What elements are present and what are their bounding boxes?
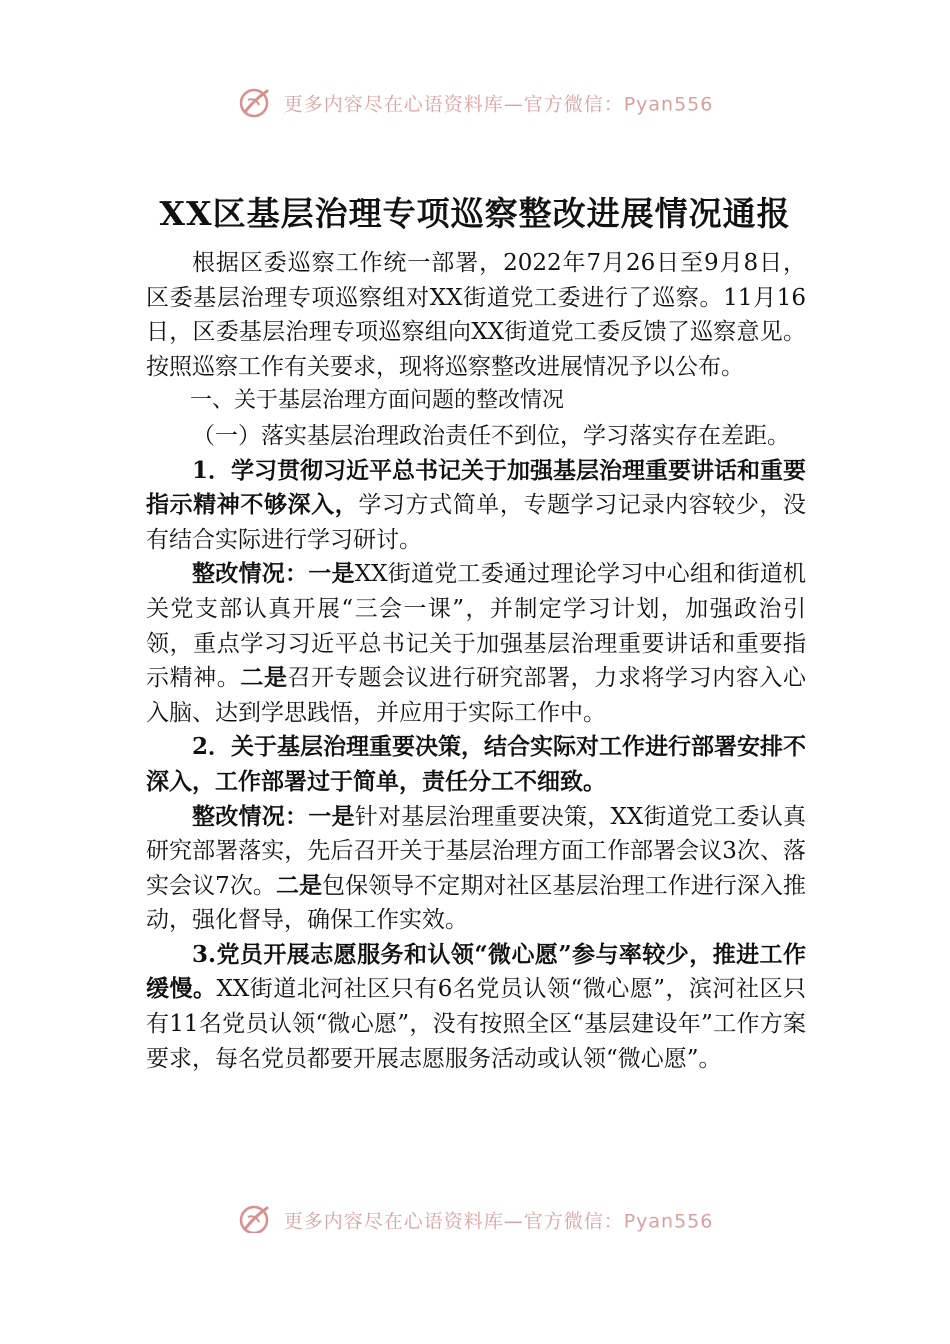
section-1-heading: 一、关于基层治理方面问题的整改情况 [190, 388, 565, 414]
item-3-heading: 3.党员开展志愿服务和认领“微心愿”参与率较少，推进工作缓慢。 [146, 940, 806, 1003]
item-2-heading: 2．关于基层治理重要决策，结合实际对工作进行部署安排不深入，工作部署过于简单，责任分工不细致。 [146, 733, 807, 795]
fix-1-second-marker: 二是 [240, 664, 288, 692]
watermark-header [0, 86, 950, 120]
fix-2-second-marker: 二是 [275, 871, 323, 899]
subsection-1-heading: （一）落实基层治理政治责任不到位，学习落实存在差距。 [192, 422, 790, 449]
fix-1-second-text: 召开专题会议进行研究部署，力求将学习内容入心入脑、达到学思践悟，并应用于实际工作中。 [146, 665, 807, 726]
fix-1-label: 整改情况： [192, 560, 309, 588]
item-1-text: 学习方式简单，专题学习记录内容较少，没有结合实际进行学习研讨。 [146, 492, 807, 553]
document-title: XX区基层治理专项巡察整改进展情况通报 [159, 194, 791, 233]
brush-logo-icon [237, 86, 271, 120]
watermark-text: 更多内容尽在心语资料库—官方微信：Pyan556 [283, 93, 714, 116]
item-3-text: XX街道北河社区只有6名党员认领“微心愿”，滨河社区只有11名党员认领“微心愿”，没有按照全区“基层建设年”工作方案要求，每名党员都要开展志愿服务活动或认领“微心愿”。 [146, 976, 806, 1072]
fix-2-first-marker: 一是 [308, 802, 355, 830]
item-1-heading: 1．学习贯彻习近平总书记关于加强基层治理重要讲话和重要指示精神不够深入， [146, 456, 807, 519]
fix-2-second-text: 包保领导不定期对社区基层治理工作进行深入推动，强化督导，确保工作实效。 [146, 872, 807, 934]
fix-1-paragraph [146, 557, 806, 730]
watermark-footer [0, 1203, 950, 1233]
fix-1-first-text: XX街道党工委通过理论学习中心组和街道机关党支部认真开展“三会一课”，并制定学习计划，加强政治引领，重点学习习近平总书记关于加强基层治理重要讲话和重要指示精神。 [146, 561, 806, 692]
intro-paragraph: 根据区委巡察工作统一部署，2022年7月26日至9月8日，区委基层治理专项巡察组对XX街道党工委进行了巡察。11月16日，区委基层治理专项巡察组向XX街道党工委反馈了巡察意见。按照巡察工作有关要求，现将巡察整改进展情况予以公布。 [146, 250, 806, 380]
item-1-paragraph [146, 454, 806, 558]
item-3-paragraph [146, 938, 806, 1076]
fix-1-first-marker: 一是 [308, 560, 355, 588]
fix-2-first-text: 针对基层治理重要决策，XX街道党工委认真研究部署落实，先后召开关于基层治理方面工作部署会议3次、落实会议7次。 [146, 803, 806, 899]
fix-2-paragraph [146, 800, 806, 938]
watermark-footer-text: 更多内容尽在心语资料库—官方微信：Pyan556 [283, 1210, 714, 1233]
brush-logo-icon [237, 1203, 271, 1233]
document-body [146, 246, 806, 1076]
fix-2-label: 整改情况： [192, 802, 309, 830]
